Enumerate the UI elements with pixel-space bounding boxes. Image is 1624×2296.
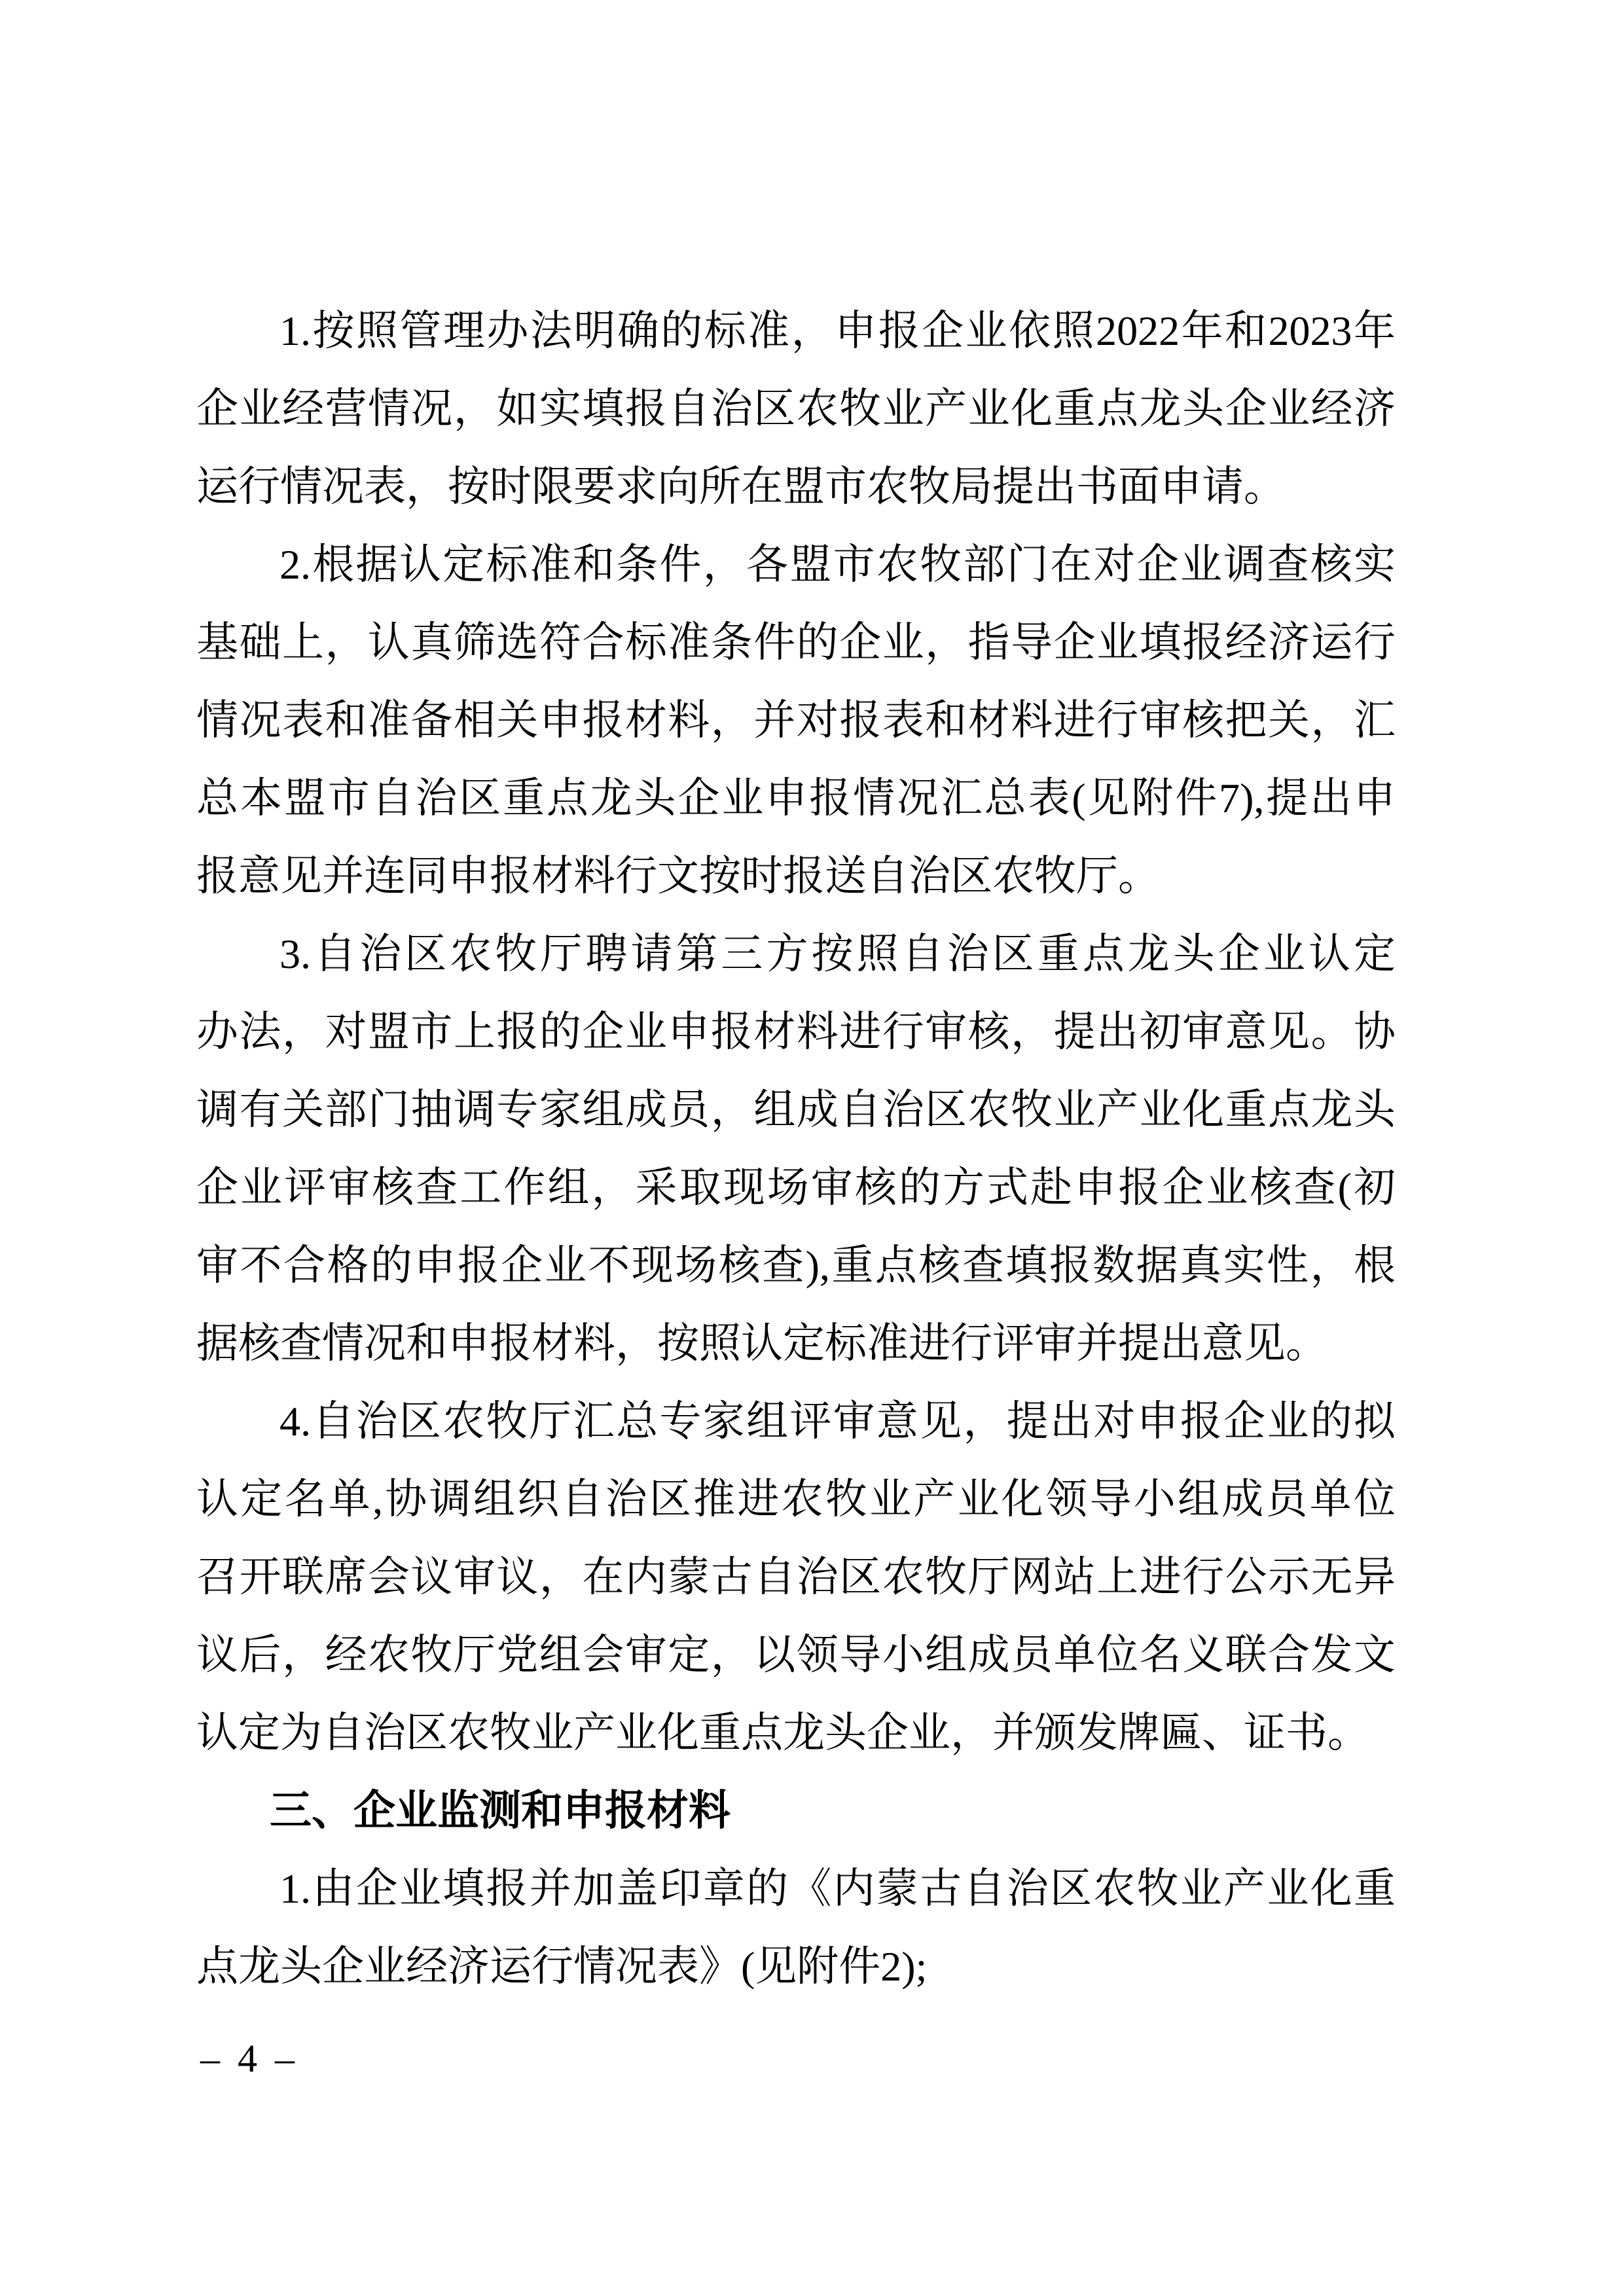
body-line: 3.自治区农牧厅聘请第三方按照自治区重点龙头企业认定 [280,931,1396,977]
body-line: 审不合格的申报企业不现场核查),重点核查填报数据真实性，根 [196,1242,1396,1289]
body-line: 认定名单,协调组织自治区推进农牧业产业化领导小组成员单位 [196,1476,1396,1522]
body-line: 企业评审核查工作组，采取现场审核的方式赴申报企业核查(初 [196,1164,1396,1211]
body-line: 1.按照管理办法明确的标准，申报企业依照2022年和2023年 [280,308,1396,354]
body-line: 点龙头企业经济运行情况表》(见附件2); [196,1943,928,1990]
body-line: 调有关部门抽调专家组成员，组成自治区农牧业产业化重点龙头 [196,1086,1396,1133]
body-line: 据核查情况和申报材料，按照认定标准进行评审并提出意见。 [196,1320,1327,1367]
body-line: 2.根据认定标准和条件，各盟市农牧部门在对企业调查核实 [280,541,1396,588]
body-line: 认定为自治区农牧业产业化重点龙头企业，并颁发牌匾、证书。 [196,1710,1369,1756]
body-line: 基础上，认真筛选符合标准条件的企业，指导企业填报经济运行 [196,619,1396,666]
body-line: 情况表和准备相关申报材料，并对报表和材料进行审核把关，汇 [196,697,1396,744]
page-number: – 4 – [200,2037,298,2080]
body-line: 议后，经农牧厅党组会审定，以领导小组成员单位名义联合发文 [196,1632,1396,1678]
body-line: 召开联席会议审议，在内蒙古自治区农牧厅网站上进行公示无异 [196,1554,1396,1600]
body-line: 办法，对盟市上报的企业申报材料进行审核，提出初审意见。协 [196,1009,1396,1055]
body-line: 报意见并连同申报材料行文按时报送自治区农牧厅。 [196,853,1160,899]
body-line: 运行情况表，按时限要求向所在盟市农牧局提出书面申请。 [196,463,1286,510]
section-heading: 三、企业监测和申报材料 [270,1787,731,1834]
body-line: 总本盟市自治区重点龙头企业申报情况汇总表(见附件7),提出申 [196,775,1396,821]
body-line: 4.自治区农牧厅汇总专家组评审意见，提出对申报企业的拟 [280,1398,1396,1444]
body-line: 1.由企业填报并加盖印章的《内蒙古自治区农牧业产业化重 [280,1865,1396,1912]
document-body [196,292,1396,2005]
body-line: 企业经营情况，如实填报自治区农牧业产业化重点龙头企业经济 [196,386,1396,432]
